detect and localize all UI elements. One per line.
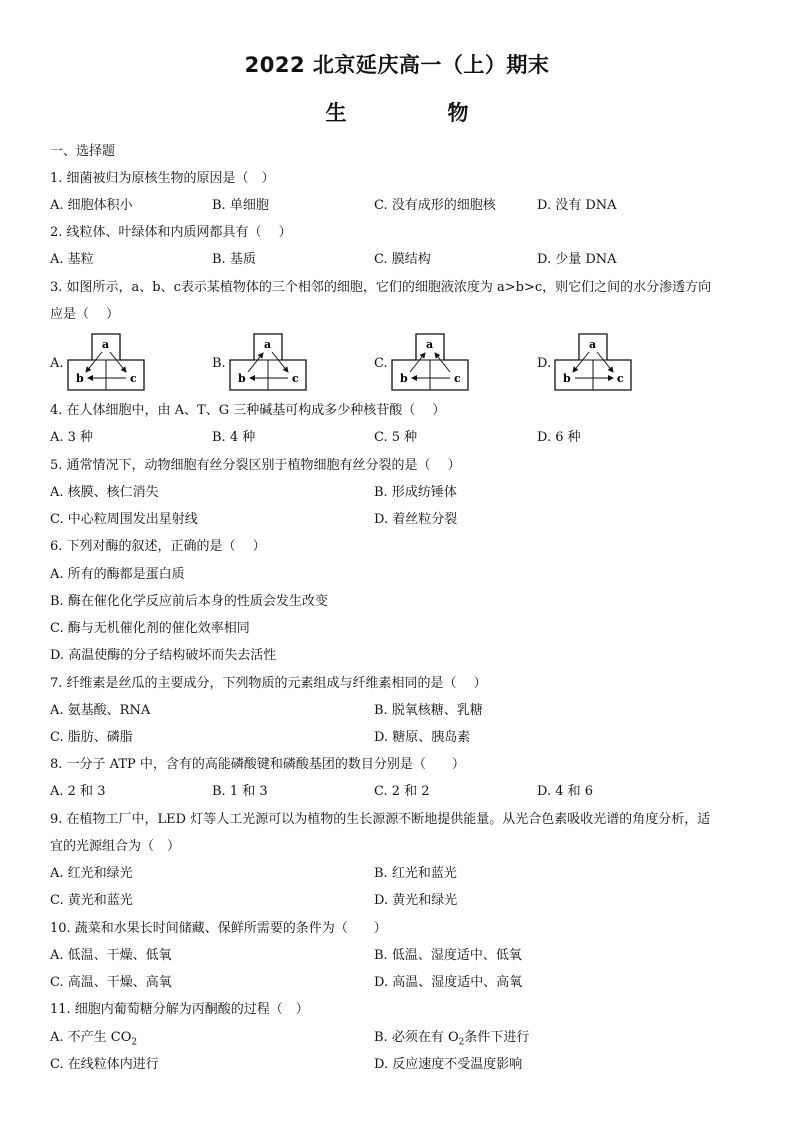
question-4-option-c: C. 5 种 <box>374 430 418 445</box>
cell-c-label: c <box>292 372 299 385</box>
cell-a-label: a <box>102 338 110 351</box>
question-11-option-b <box>374 1029 529 1052</box>
question-3-stem-line-1: 3. 如图所示，a、b、c表示某植物体的三个相邻的细胞，它们的细胞液浓度为 a>b>c，则它们之间的水分渗透方向 <box>50 280 712 295</box>
question-3-diagram-b <box>228 332 308 392</box>
cell-c-label: c <box>454 372 461 385</box>
question-3-diagram-c <box>390 332 470 392</box>
question-2-option-a: A. 基粒 <box>50 252 94 267</box>
question-11-option-a <box>50 1029 137 1052</box>
option-a-text: A. 不产生 CO <box>50 1030 132 1045</box>
exam-title: 2022 北京延庆高一（上）期末 <box>244 53 550 77</box>
question-2-option-b: B. 基质 <box>212 252 256 267</box>
cell-a-label: a <box>426 338 434 351</box>
question-8-option-a: A. 2 和 3 <box>50 784 106 799</box>
question-7-option-b: B. 脱氧核糖、乳糖 <box>374 703 483 718</box>
question-3-diagram-a <box>66 332 146 392</box>
question-10-option-a: A. 低温、干燥、低氧 <box>50 948 172 963</box>
question-5-option-b: B. 形成纺锤体 <box>374 485 457 500</box>
question-1-stem: 1. 细菌被归为原核生物的原因是（ ） <box>50 171 275 186</box>
question-3-option-c: C. <box>374 356 388 371</box>
question-1-option-c: C. 没有成形的细胞核 <box>374 198 496 213</box>
question-10-option-b: B. 低温、湿度适中、低氧 <box>374 948 522 963</box>
option-b-text: B. 必须在有 O <box>374 1030 459 1045</box>
question-6-option-d: D. 高温使酶的分子结构破坏而失去活性 <box>50 648 277 663</box>
question-5-option-a: A. 核膜、核仁消失 <box>50 485 159 500</box>
question-5-option-d: D. 着丝粒分裂 <box>374 512 458 527</box>
question-5-option-c: C. 中心粒周围发出星射线 <box>50 512 198 527</box>
question-6-option-a: A. 所有的酶都是蛋白质 <box>50 567 185 582</box>
question-2-option-c: C. 膜结构 <box>374 252 431 267</box>
question-10-option-c: C. 高温、干燥、高氧 <box>50 975 172 990</box>
question-9-stem-line-2: 宜的光源组合为（ ） <box>50 839 181 854</box>
question-3-diagram-d <box>553 332 633 392</box>
section-heading: 一、选择题 <box>50 144 116 159</box>
cell-b-label: b <box>400 372 408 385</box>
question-8-option-c: C. 2 和 2 <box>374 784 430 799</box>
question-11-option-c: C. 在线粒体内进行 <box>50 1057 159 1072</box>
option-b-text-end: 条件下进行 <box>464 1030 530 1045</box>
question-1-option-b: B. 单细胞 <box>212 198 269 213</box>
question-3-option-b: B. <box>212 356 226 371</box>
question-4-option-b: B. 4 种 <box>212 430 256 445</box>
question-9-option-b: B. 红光和蓝光 <box>374 866 457 881</box>
subscript: 2 <box>131 1037 138 1048</box>
cell-c-label: c <box>130 372 137 385</box>
question-3-option-d: D. <box>537 356 552 371</box>
subscript: 2 <box>458 1037 465 1048</box>
question-4-option-a: A. 3 种 <box>50 430 94 445</box>
question-7-option-d: D. 糖原、胰岛素 <box>374 730 471 745</box>
question-6-stem: 6. 下列对酶的叙述，正确的是（ ） <box>50 539 266 554</box>
question-1-option-a: A. 细胞体积小 <box>50 198 133 213</box>
question-10-stem: 10. 蔬菜和水果长时间储藏、保鲜所需要的条件为（ ） <box>50 921 387 936</box>
cell-b-label: b <box>238 372 246 385</box>
question-11-stem: 11. 细胞内葡萄糖分解为丙酮酸的过程（ ） <box>50 1002 309 1017</box>
question-9-stem-line-1: 9. 在植物工厂中，LED 灯等人工光源可以为植物的生长源源不断地提供能量。从光合色素吸收光谱的角度分析，适 <box>50 812 711 827</box>
question-3-option-a: A. <box>50 356 64 371</box>
question-5-stem: 5. 通常情况下，动物细胞有丝分裂区别于植物细胞有丝分裂的是（ ） <box>50 458 461 473</box>
question-11-option-d: D. 反应速度不受温度影响 <box>374 1057 523 1072</box>
question-7-option-c: C. 脂肪、磷脂 <box>50 730 133 745</box>
subject-title: 生 物 <box>325 101 509 125</box>
question-8-option-b: B. 1 和 3 <box>212 784 268 799</box>
question-2-stem: 2. 线粒体、叶绿体和内质网都具有（ ） <box>50 225 292 240</box>
question-6-option-c: C. 酶与无机催化剂的催化效率相同 <box>50 621 250 636</box>
question-9-option-c: C. 黄光和蓝光 <box>50 893 133 908</box>
question-2-option-d: D. 少量 DNA <box>537 252 617 267</box>
question-7-option-a: A. 氨基酸、RNA <box>50 703 151 718</box>
question-8-stem: 8. 一分子 ATP 中，含有的高能磷酸键和磷酸基团的数目分别是（ ） <box>50 757 465 772</box>
question-8-option-d: D. 4 和 6 <box>537 784 594 799</box>
cell-a-label: a <box>589 338 597 351</box>
question-6-option-b: B. 酶在催化化学反应前后本身的性质会发生改变 <box>50 594 328 609</box>
cell-b-label: b <box>563 372 571 385</box>
question-3-stem-line-2: 应是（ ） <box>50 307 120 322</box>
cell-c-label: c <box>617 372 624 385</box>
cell-a-label: a <box>264 338 272 351</box>
question-9-option-a: A. 红光和绿光 <box>50 866 133 881</box>
question-10-option-d: D. 高温、湿度适中、高氧 <box>374 975 523 990</box>
question-4-stem: 4. 在人体细胞中，由 A、T、G 三种碱基可构成多少种核苷酸（ ） <box>50 403 446 418</box>
question-1-option-d: D. 没有 DNA <box>537 198 617 213</box>
question-7-stem: 7. 纤维素是丝瓜的主要成分，下列物质的元素组成与纤维素相同的是（ ） <box>50 676 487 691</box>
question-4-option-d: D. 6 种 <box>537 430 581 445</box>
cell-b-label: b <box>76 372 84 385</box>
question-9-option-d: D. 黄光和绿光 <box>374 893 458 908</box>
